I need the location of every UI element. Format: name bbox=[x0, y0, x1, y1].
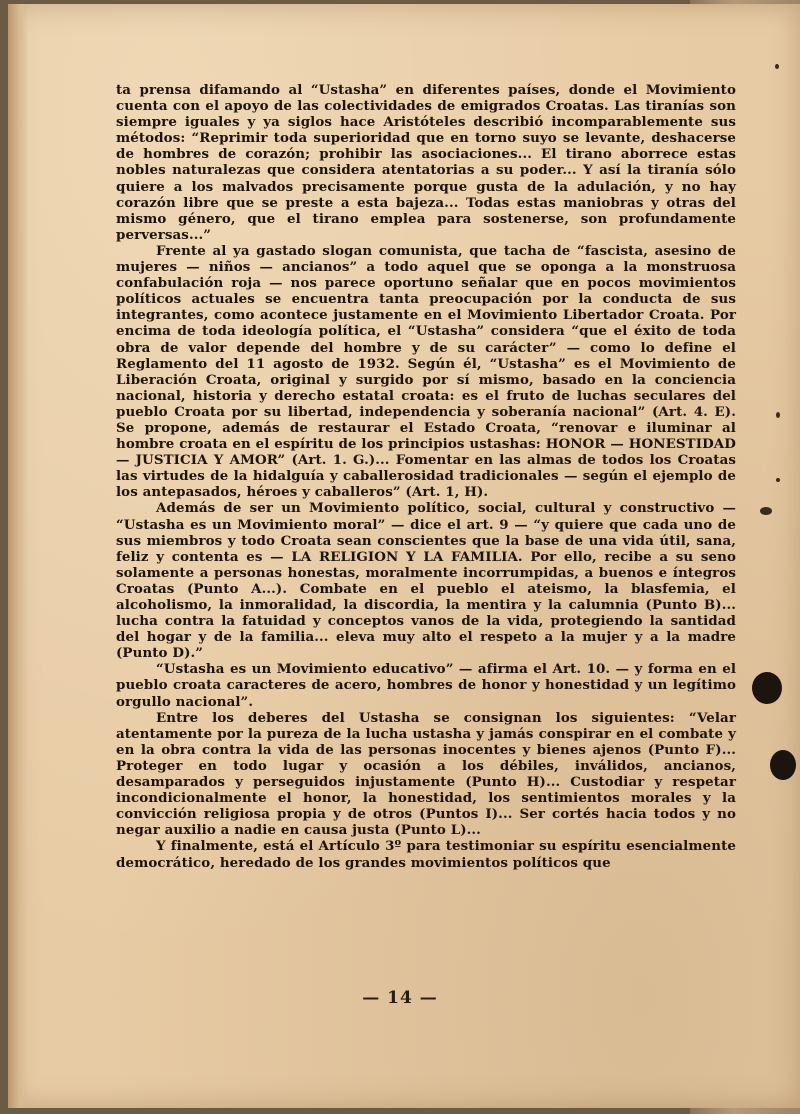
punch-hole bbox=[770, 750, 796, 780]
page-spine-shadow bbox=[8, 4, 28, 1108]
punch-hole bbox=[752, 672, 782, 704]
ink-speck bbox=[776, 412, 780, 418]
paragraph-1: ta prensa difamando al “Ustasha” en diferentes países, donde el Movimiento cuenta con el apoyo de las colectividades de emigrados Croatas. Las tiranías son siempre iguales y ya siglos hace Aristóteles describió incomparablemente sus métodos: “Reprimir toda superioridad que en torno suyo se levante, deshacerse de hombres de corazón; prohibir las asociaciones... El tirano aborrece estas nobles naturalezas que considera atentatorias a su poder... Y así la tiranía sólo quiere a los malvados precisamente porque gusta de la adulación, y no hay corazón libre que se preste a esta bajeza... Todas estas maniobras y otras del mismo género, que el tirano emplea para sostenerse, son profundamente perversas...” bbox=[116, 82, 736, 243]
paragraph-6: Y finalmente, está el Artículo 3º para testimoniar su espíritu esencialmente democrático, heredado de los grandes movimientos políticos que bbox=[116, 838, 736, 871]
page-number: — 14 — bbox=[362, 988, 438, 1008]
paragraph-3: Además de ser un Movimiento político, social, cultural y constructivo — “Ustasha es un Movimiento moral” — dice el art. 9 — “y quiere que cada uno de sus miembros y todo Croata sean conscientes que la base de una vida útil, sana, feliz y contenta es — LA RELIGION Y LA FAMILIA. Por ello, recibe a su seno solamente a personas honestas, moralmente incorrumpidas, a buenos e íntegros Croatas (Punto A...). Combate en el pueblo el ateismo, la blasfemia, el alcoholismo, la inmoralidad, la discordia, la mentira y la calumnia (Punto B)... lucha contra la fatuidad y conceptos vanos de la vida, protegiendo la santidad del hogar y de la familia... eleva muy alto el respeto a la mujer y a la madre (Punto D).” bbox=[116, 500, 736, 662]
paragraph-5: Entre los deberes del Ustasha se consignan los siguientes: “Velar atentamente por la pureza de la lucha ustasha y jamás conspirar en el combate y en la obra contra la vida de las personas inocentes y bienes ajenos (Punto F)... Proteger en todo lugar y ocasión a los débiles, inválidos, ancianos, desamparados y perseguidos injustamente (Punto H)... Custodiar y respetar incondicionalmente el honor, la honestidad, los sentimientos morales y la convicción religiosa propia y de otros (Puntos I)... Ser cortés hacia todos y no negar auxilio a nadie en causa justa (Punto L)... bbox=[116, 709, 736, 839]
body-text bbox=[116, 82, 736, 871]
paragraph-4: “Ustasha es un Movimiento educativo” — afirma el Art. 10. — y forma en el pueblo croata caracteres de acero, hombres de honor y honestidad y un legítimo orgullo nacional”. bbox=[116, 661, 736, 710]
ink-speck bbox=[776, 478, 780, 482]
paragraph-2: Frente al ya gastado slogan comunista, que tacha de “fascista, asesino de mujeres — niños — ancianos” a todo aquel que se oponga a la monstruosa confabulación roja — nos parece oportuno señalar que en pocos movimientos políticos actuales se encuentra tanta preocupación por la conducta de sus integrantes, como acontece justamente en el Movimiento Libertador Croata. Por encima de toda ideología política, el “Ustasha” considera “que el éxito de toda obra de valor depende del hombre y de su carácter” — como lo define el Reglamento del 11 agosto de 1932. Según él, “Ustasha” es el Movimiento de Liberación Croata, original y surgido por sí mismo, basado en la conciencia nacional, historia y derecho estatal croata: es el fruto de luchas seculares del pueblo Croata por su libertad, independencia y soberanía nacional” (Art. 4. E). Se propone, además de restaurar el Estado Croata, “renovar e iluminar al hombre croata en el espíritu de los principios ustashas: HONOR — HONESTIDAD — JUSTICIA Y AMOR” (Art. 1. G.)... Fomentar en las almas de todos los Croatas las virtudes de la hidalguía y caballerosidad tradicionales — según el ejemplo de los antepasados, héroes y caballeros” (Art. 1, H). bbox=[116, 242, 736, 501]
ink-speck bbox=[760, 507, 772, 515]
ink-speck bbox=[775, 64, 779, 69]
